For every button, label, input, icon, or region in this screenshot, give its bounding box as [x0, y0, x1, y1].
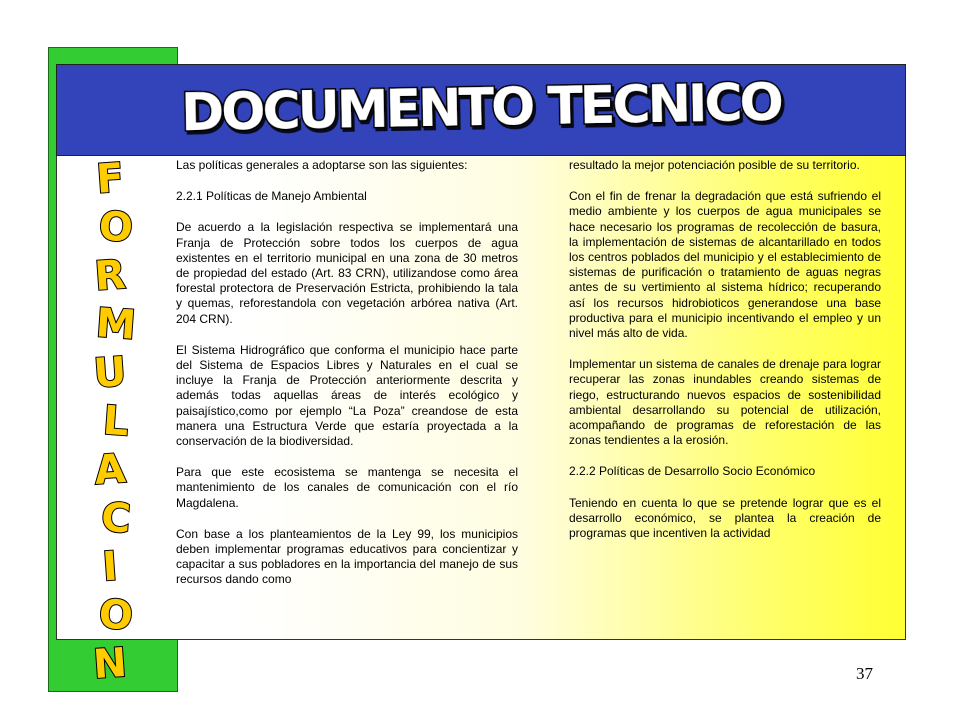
vertical-letter: R	[93, 251, 128, 301]
paragraph: Con base a los planteamientos de la Ley 99, los municipios deben implementar programas educativos para concientizar y capacitar a sus pobladores en la importancia del manejo de sus recursos dando como	[176, 526, 518, 587]
paragraph: Con el fin de frenar la degradación que está sufriendo el medio ambiente y los cuerpos de agua municipales se hace necesario los programas de recolección de basura, la implementación de sistemas de alcantarillado en todos los centros poblados del municipio y el establecimiento de sistemas de purificación o tratamiento de aguas negras antes de su vertimiento al sistema hídrico; recuperando así los recursos hidrobioticos generandose una base productiva para el municipio incentivando el empleo y un nivel más alto de vida.	[569, 189, 881, 341]
page-number: 37	[856, 664, 873, 683]
paragraph: Teniendo en cuenta lo que se pretende lograr que es el desarrollo económico, se plantea la creación de programas que incentiven la actividad	[569, 495, 881, 541]
vertical-letter: O	[97, 591, 135, 640]
section-heading: 2.2.1 Políticas de Manejo Ambiental	[176, 189, 367, 204]
vertical-letter: O	[97, 203, 135, 252]
document-title-text: DOCUMENTO TECNICO	[180, 72, 782, 144]
paragraph: El Sistema Hidrográfico que conforma el municipio hace parte del Sistema de Espacios Libres y Naturales en el cual se incluye la Franja de Protección anteriormente descrita y además todas aquellas áreas de interés ecológico y paisajístico,como por ejemplo “La Poza” creandose de esta manera una Estructura Verde que estaría proyectada a la conservación de la biodiversidad.	[176, 342, 518, 449]
paragraph: Las políticas generales a adoptarse son las siguientes:	[176, 158, 468, 172]
vertical-letter: N	[91, 639, 129, 689]
vertical-letter: A	[93, 445, 128, 495]
vertical-letter: U	[92, 348, 128, 398]
vertical-letter: I	[101, 543, 120, 591]
section-heading: 2.2.2 Políticas de Desarrollo Socio Económico	[569, 464, 816, 479]
document-title	[57, 65, 905, 155]
vertical-letter: C	[99, 494, 133, 543]
paragraph: Implementar un sistema de canales de drenaje para lograr recuperar las zonas inundables creando sistemas de riego, estructurando nuevos espacios de sostenibilidad ambiental desarrollando su potencial de utilización, acompañando de programas de reforestación de las zonas tendientes a la erosión.	[569, 357, 881, 448]
vertical-word-formulacion	[50, 150, 150, 690]
vertical-letter: F	[94, 155, 126, 203]
paragraph: De acuerdo a la legislación respectiva se implementará una Franja de Protección sobre todos los cuerpos de agua existentes en el territorio municipal en una zona de 30 metros de propiedad del estado (Art. 83 CRN), utilizandose como área forestal protectora de Preservación Estricta, prohibiendo la tala y quemas, reforestandola con vegetación arbórea nativa (Art. 204 CRN).	[176, 220, 518, 326]
paragraph: Para que este ecosistema se mantenga se necesita el mantenimiento de los canales de comunicación con el río Magdalena.	[176, 465, 518, 510]
paragraph: resultado la mejor potenciación posible de su territorio.	[569, 158, 860, 172]
vertical-letter: M	[94, 300, 138, 349]
left-column	[176, 158, 518, 604]
vertical-letter: L	[101, 397, 131, 446]
right-column	[569, 158, 881, 557]
header-banner	[56, 64, 906, 156]
